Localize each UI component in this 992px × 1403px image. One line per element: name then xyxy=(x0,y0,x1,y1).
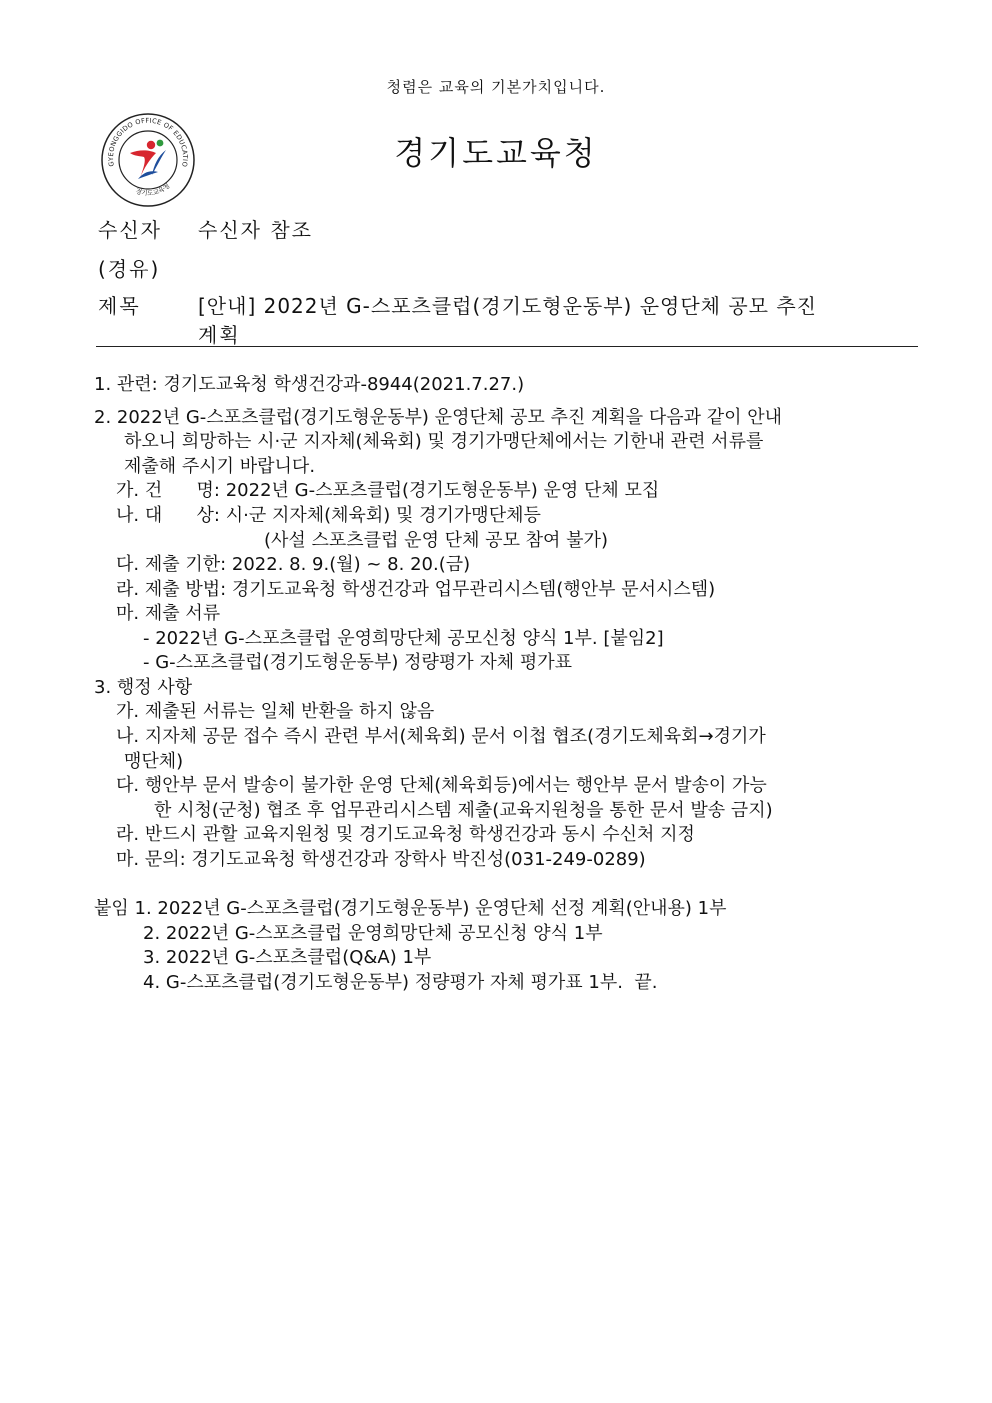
body-line: 다. 행안부 문서 발송이 불가한 운영 단체(체육회등)에서는 행안부 문서 발송이 가능 xyxy=(116,775,767,796)
svg-text:경기도교육청 xyxy=(134,181,171,197)
recipient-value: 수신자 참조 xyxy=(198,218,313,242)
body-line: 나. 지자체 공문 접수 즉시 관련 부서(체육회) 문서 이첩 협조(경기도체육회→경기가 xyxy=(116,726,766,747)
body-line: 나. 대 상: 시·군 지자체(체육회) 및 경기가맹단체등 xyxy=(116,505,541,526)
body-line: 라. 반드시 관할 교육지원청 및 경기도교육청 학생건강과 동시 수신처 지정 xyxy=(116,824,695,845)
attachment-item: 4. G-스포츠클럽(경기도형운동부) 정량평가 자체 평가표 1부. 끝. xyxy=(143,972,658,993)
via-label: (경유) xyxy=(98,257,161,281)
subject-label: 제목 xyxy=(98,294,141,318)
body-line: 3. 행정 사항 xyxy=(94,677,193,698)
body-line: 마. 문의: 경기도교육청 학생건강과 장학사 박진성(031-249-0289) xyxy=(116,849,646,870)
body-line: - 2022년 G-스포츠클럽 운영희망단체 공모신청 양식 1부. [붙임2] xyxy=(143,628,664,649)
recipient-label: 수신자 xyxy=(98,218,162,242)
body-line: 마. 제출 서류 xyxy=(116,603,221,624)
attachment-item: 2. 2022년 G-스포츠클럽 운영희망단체 공모신청 양식 1부 xyxy=(143,923,603,944)
body-line: - G-스포츠클럽(경기도형운동부) 정량평가 자체 평가표 xyxy=(143,652,573,673)
header-divider xyxy=(96,346,918,347)
body-line: 제출해 주시기 바랍니다. xyxy=(124,456,316,477)
body-line: 가. 제출된 서류는 일체 반환을 하지 않음 xyxy=(116,701,435,722)
organization-title: 경기도교육청 xyxy=(394,134,598,172)
motto: 청렴은 교육의 기본가치입니다. xyxy=(386,78,606,96)
attachment-item: 붙임 1. 2022년 G-스포츠클럽(경기도형운동부) 운영단체 선정 계획(안내용) 1부 xyxy=(94,898,727,919)
subject-line-1: [안내] 2022년 G-스포츠클럽(경기도형운동부) 운영단체 공모 추진 xyxy=(198,294,817,318)
body-line: 맹단체) xyxy=(124,751,184,772)
logo-ring-text: GYEONGGIDO OFFICE OF EDUCATIO xyxy=(106,116,190,168)
body-line: 다. 제출 기한: 2022. 8. 9.(월) ~ 8. 20.(금) xyxy=(116,554,471,575)
body-line: 라. 제출 방법: 경기도교육청 학생건강과 업무관리시스템(행안부 문서시스템) xyxy=(116,579,716,600)
body-line: (사설 스포츠클럽 운영 단체 공모 참여 불가) xyxy=(264,530,608,551)
body-line: 1. 관련: 경기도교육청 학생건강과-8944(2021.7.27.) xyxy=(94,374,525,395)
body-line: 하오니 희망하는 시·군 지자체(체육회) 및 경기가맹단체에서는 기한내 관련 서류를 xyxy=(124,431,764,452)
body-line: 2. 2022년 G-스포츠클럽(경기도형운동부) 운영단체 공모 추진 계획을 다음과 같이 안내 xyxy=(94,407,782,428)
body-line: 한 시청(군청) 협조 후 업무관리시스템 제출(교육지원청을 통한 문서 발송 금지) xyxy=(154,800,773,821)
attachment-item: 3. 2022년 G-스포츠클럽(Q&A) 1부 xyxy=(143,947,432,968)
body-line: 가. 건 명: 2022년 G-스포츠클럽(경기도형운동부) 운영 단체 모집 xyxy=(116,480,660,501)
subject-line-2: 계획 xyxy=(198,323,241,347)
logo-bottom-text: 경기도교육청 xyxy=(134,181,172,198)
